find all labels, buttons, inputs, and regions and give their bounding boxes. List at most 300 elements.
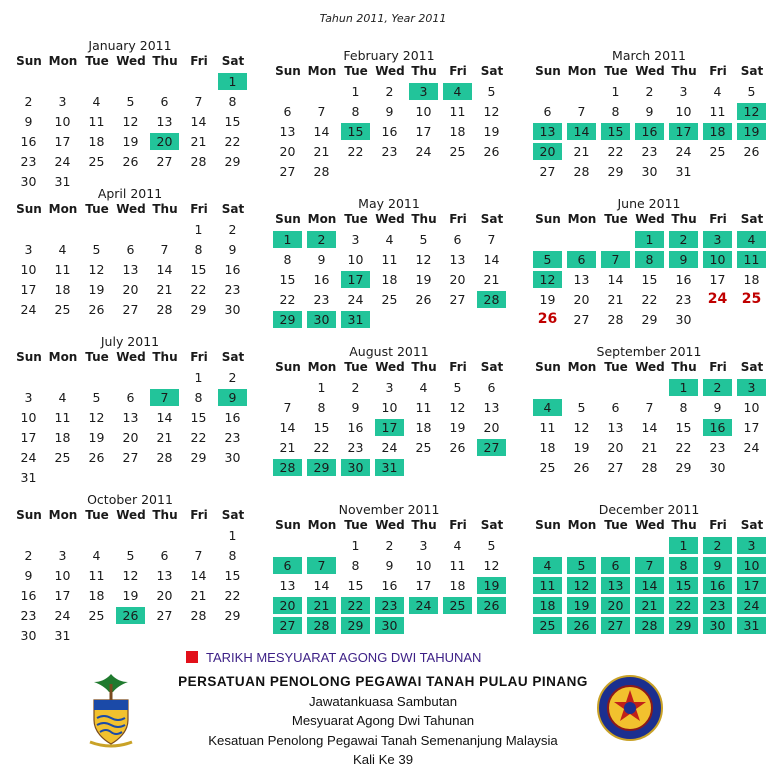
highlighted-day: 13: [601, 577, 630, 594]
day-cell: 19: [88, 430, 105, 445]
weekday-label: Thu: [152, 350, 178, 364]
highlighted-day: 1: [669, 537, 698, 554]
month-calendar: [531, 502, 766, 656]
day-cell: 23: [347, 440, 364, 455]
day-cell: 9: [385, 104, 394, 119]
day-cell: 6: [611, 400, 620, 415]
highlighted-day: 18: [703, 123, 732, 140]
highlighted-day: 19: [567, 597, 596, 614]
day-cell: 6: [160, 94, 169, 109]
highlighted-day: 26: [477, 597, 506, 614]
weekday-header: [271, 63, 507, 82]
day-cell: 26: [88, 302, 105, 317]
day-cell: 18: [539, 440, 556, 455]
month-title: May 2011: [358, 196, 420, 211]
day-cell: 2: [24, 94, 33, 109]
month-calendar: [271, 196, 507, 350]
day-cell: 16: [20, 588, 37, 603]
day-cell: 14: [313, 124, 330, 139]
day-cell: 8: [194, 390, 203, 405]
day-cell: 10: [415, 104, 432, 119]
highlighted-day: 22: [341, 597, 370, 614]
weekday-label: Mon: [307, 518, 337, 532]
day-cell: 12: [573, 420, 590, 435]
day-cell: 15: [313, 420, 330, 435]
day-cell: 25: [539, 460, 556, 475]
committee-name: Jawatankuasa Sambutan: [308, 693, 458, 709]
highlighted-day: 8: [635, 251, 664, 268]
weekday-label: Thu: [671, 64, 697, 78]
highlighted-day: 31: [737, 617, 766, 634]
day-cell: 24: [20, 450, 37, 465]
day-cell: 4: [419, 380, 428, 395]
weekday-label: Mon: [48, 508, 78, 522]
day-cell: 5: [453, 380, 462, 395]
highlighted-day: 29: [341, 617, 370, 634]
day-cell: 13: [449, 252, 466, 267]
weekday-label: Mon: [567, 518, 597, 532]
highlighted-day: 3: [409, 83, 438, 100]
day-cell: 8: [351, 104, 360, 119]
weekday-header: [271, 359, 507, 378]
highlighted-day: 14: [635, 577, 664, 594]
day-cell: 27: [607, 460, 624, 475]
day-cell: 25: [381, 292, 398, 307]
weekday-label: Mon: [307, 360, 337, 374]
weekday-label: Fri: [709, 360, 727, 374]
day-grid: [271, 82, 507, 202]
day-cell: 13: [483, 400, 500, 415]
day-cell: 10: [381, 400, 398, 415]
day-cell: 19: [449, 420, 466, 435]
weekday-label: Fri: [709, 212, 727, 226]
day-cell: 21: [279, 440, 296, 455]
weekday-label: Sun: [535, 212, 561, 226]
day-cell: 13: [279, 124, 296, 139]
day-cell: 28: [156, 450, 173, 465]
weekday-label: Wed: [635, 518, 665, 532]
day-cell: 21: [607, 292, 624, 307]
highlighted-day: 17: [669, 123, 698, 140]
highlighted-day: 2: [307, 231, 336, 248]
day-cell: 1: [228, 528, 237, 543]
month-calendar: [12, 186, 248, 340]
day-cell: 8: [317, 400, 326, 415]
day-cell: 5: [487, 538, 496, 553]
highlighted-day: 16: [635, 123, 664, 140]
weekday-header: [12, 53, 248, 72]
highlighted-day: 2: [703, 379, 732, 396]
month-title: September 2011: [596, 344, 702, 359]
day-cell: 20: [483, 420, 500, 435]
day-cell: 22: [347, 144, 364, 159]
day-cell: 29: [224, 608, 241, 623]
highlighted-day: 7: [307, 557, 336, 574]
day-cell: 27: [539, 164, 556, 179]
day-cell: 4: [92, 548, 101, 563]
highlighted-day: 7: [601, 251, 630, 268]
day-cell: 18: [449, 578, 466, 593]
meeting-date: 25: [741, 291, 762, 307]
day-cell: 26: [743, 144, 760, 159]
month-calendar: [271, 344, 507, 498]
day-cell: 15: [675, 420, 692, 435]
day-cell: 28: [156, 302, 173, 317]
highlighted-day: 1: [669, 379, 698, 396]
highlighted-day: 29: [273, 311, 302, 328]
highlighted-day: 20: [273, 597, 302, 614]
weekday-label: Sun: [275, 360, 301, 374]
month-calendar: [12, 38, 248, 192]
weekday-label: Thu: [152, 54, 178, 68]
day-cell: 3: [351, 232, 360, 247]
weekday-header: [12, 349, 248, 368]
day-cell: 8: [611, 104, 620, 119]
day-cell: 5: [92, 390, 101, 405]
weekday-label: Sat: [480, 212, 504, 226]
day-cell: 5: [92, 242, 101, 257]
month-title: April 2011: [97, 186, 163, 201]
highlighted-day: 16: [703, 577, 732, 594]
day-cell: 7: [194, 94, 203, 109]
day-cell: 20: [449, 272, 466, 287]
day-cell: 31: [54, 628, 71, 643]
day-cell: 14: [279, 420, 296, 435]
day-cell: 15: [190, 262, 207, 277]
day-cell: 23: [313, 292, 330, 307]
day-cell: 30: [709, 460, 726, 475]
day-cell: 26: [573, 460, 590, 475]
weekday-label: Tue: [604, 518, 628, 532]
meeting-name: Mesyuarat Agong Dwi Tahunan: [291, 713, 475, 728]
month-title: October 2011: [87, 492, 173, 507]
weekday-label: Mon: [567, 212, 597, 226]
highlighted-day: 30: [375, 617, 404, 634]
day-cell: 10: [675, 104, 692, 119]
edition-text: Kali Ke 39: [352, 752, 414, 767]
day-cell: 16: [20, 134, 37, 149]
day-cell: 25: [54, 450, 71, 465]
day-cell: 7: [194, 548, 203, 563]
day-grid: [531, 82, 766, 202]
month-title: November 2011: [338, 502, 440, 517]
day-cell: 26: [88, 450, 105, 465]
weekday-label: Tue: [85, 202, 109, 216]
weekday-header: [12, 507, 248, 526]
weekday-label: Sat: [221, 54, 245, 68]
weekday-label: Thu: [411, 360, 437, 374]
day-cell: 13: [573, 272, 590, 287]
highlighted-day: 11: [533, 577, 562, 594]
weekday-label: Thu: [152, 202, 178, 216]
weekday-label: Thu: [671, 212, 697, 226]
day-cell: 2: [228, 222, 237, 237]
day-cell: 27: [156, 608, 173, 623]
day-cell: 23: [224, 282, 241, 297]
weekday-label: Tue: [604, 64, 628, 78]
day-cell: 19: [539, 292, 556, 307]
day-cell: 22: [224, 588, 241, 603]
highlighted-day: 3: [703, 231, 732, 248]
day-cell: 12: [122, 114, 139, 129]
highlighted-day: 9: [669, 251, 698, 268]
weekday-label: Sun: [16, 508, 42, 522]
weekday-label: Fri: [449, 518, 467, 532]
highlighted-day: 28: [307, 617, 336, 634]
day-cell: 11: [88, 114, 105, 129]
day-cell: 1: [351, 538, 360, 553]
day-cell: 10: [743, 400, 760, 415]
weekday-label: Wed: [635, 212, 665, 226]
day-cell: 20: [607, 440, 624, 455]
day-cell: 1: [194, 222, 203, 237]
day-cell: 27: [122, 450, 139, 465]
day-cell: 19: [122, 588, 139, 603]
day-cell: 19: [483, 124, 500, 139]
highlighted-day: 12: [567, 577, 596, 594]
weekday-label: Thu: [411, 212, 437, 226]
highlighted-day: 30: [703, 617, 732, 634]
day-cell: 13: [156, 114, 173, 129]
weekday-label: Sun: [535, 518, 561, 532]
day-cell: 14: [607, 272, 624, 287]
day-cell: 2: [385, 84, 394, 99]
weekday-label: Sat: [740, 518, 764, 532]
day-cell: 7: [160, 242, 169, 257]
day-cell: 11: [449, 558, 466, 573]
day-cell: 6: [126, 390, 135, 405]
day-cell: 11: [709, 104, 726, 119]
day-cell: 30: [224, 302, 241, 317]
day-cell: 11: [415, 400, 432, 415]
day-cell: 23: [709, 440, 726, 455]
day-cell: 5: [577, 400, 586, 415]
weekday-label: Wed: [635, 360, 665, 374]
day-cell: 14: [483, 252, 500, 267]
weekday-label: Sat: [480, 360, 504, 374]
highlighted-day: 31: [341, 311, 370, 328]
weekday-header: [531, 359, 766, 378]
day-cell: 18: [54, 430, 71, 445]
month-title: December 2011: [598, 502, 700, 517]
weekday-label: Fri: [190, 350, 208, 364]
day-cell: 2: [24, 548, 33, 563]
day-cell: 21: [156, 430, 173, 445]
day-cell: 17: [54, 588, 71, 603]
day-cell: 23: [20, 608, 37, 623]
highlighted-day: 3: [737, 379, 766, 396]
weekday-header: [531, 211, 766, 230]
day-cell: 2: [228, 370, 237, 385]
day-cell: 6: [126, 242, 135, 257]
day-cell: 29: [641, 312, 658, 327]
weekday-label: Sun: [16, 54, 42, 68]
highlighted-day: 24: [409, 597, 438, 614]
day-cell: 27: [156, 154, 173, 169]
highlighted-day: 25: [443, 597, 472, 614]
day-cell: 3: [24, 242, 33, 257]
highlighted-day: 11: [737, 251, 766, 268]
weekday-label: Wed: [375, 518, 405, 532]
highlighted-day: 5: [567, 557, 596, 574]
day-cell: 5: [487, 84, 496, 99]
day-cell: 9: [713, 400, 722, 415]
day-cell: 2: [351, 380, 360, 395]
day-cell: 27: [449, 292, 466, 307]
day-cell: 3: [24, 390, 33, 405]
weekday-label: Mon: [48, 54, 78, 68]
day-cell: 28: [190, 608, 207, 623]
day-cell: 26: [483, 144, 500, 159]
highlighted-day: 28: [273, 459, 302, 476]
weekday-label: Wed: [375, 64, 405, 78]
day-cell: 12: [88, 410, 105, 425]
day-cell: 16: [313, 272, 330, 287]
weekday-label: Sun: [16, 202, 42, 216]
weekday-label: Wed: [116, 350, 146, 364]
day-grid: [531, 536, 766, 656]
day-cell: 3: [679, 84, 688, 99]
day-cell: 24: [347, 292, 364, 307]
day-cell: 21: [641, 440, 658, 455]
day-cell: 5: [419, 232, 428, 247]
highlighted-day: 14: [567, 123, 596, 140]
day-cell: 19: [122, 134, 139, 149]
month-title: January 2011: [88, 38, 172, 53]
highlighted-day: 25: [533, 617, 562, 634]
month-calendar: [271, 48, 507, 202]
day-cell: 13: [279, 578, 296, 593]
day-cell: 22: [313, 440, 330, 455]
legend-text: TARIKH MESYUARAT AGONG DWI TAHUNAN: [206, 650, 482, 665]
day-cell: 18: [88, 134, 105, 149]
highlighted-day: 9: [703, 557, 732, 574]
weekday-header: [271, 211, 507, 230]
highlighted-day: 16: [703, 419, 732, 436]
day-cell: 24: [20, 302, 37, 317]
weekday-label: Mon: [567, 64, 597, 78]
day-cell: 17: [54, 134, 71, 149]
month-title: July 2011: [100, 334, 160, 349]
highlighted-day: 29: [307, 459, 336, 476]
weekday-header: [531, 63, 766, 82]
day-cell: 17: [415, 124, 432, 139]
day-cell: 6: [543, 104, 552, 119]
day-cell: 23: [675, 292, 692, 307]
highlighted-day: 24: [737, 597, 766, 614]
day-cell: 15: [224, 568, 241, 583]
day-cell: 12: [415, 252, 432, 267]
highlighted-day: 30: [341, 459, 370, 476]
month-title: February 2011: [343, 48, 435, 63]
day-cell: 23: [20, 154, 37, 169]
day-cell: 17: [743, 420, 760, 435]
weekday-label: Fri: [709, 64, 727, 78]
weekday-label: Fri: [190, 508, 208, 522]
day-cell: 13: [122, 262, 139, 277]
day-cell: 20: [122, 282, 139, 297]
day-cell: 24: [415, 144, 432, 159]
day-grid: [531, 230, 766, 350]
day-grid: [12, 220, 248, 340]
day-cell: 28: [313, 164, 330, 179]
day-cell: 20: [122, 430, 139, 445]
highlighted-day: 26: [116, 607, 145, 624]
day-cell: 16: [224, 410, 241, 425]
weekday-label: Sun: [275, 518, 301, 532]
highlighted-day: 20: [601, 597, 630, 614]
highlighted-day: 26: [567, 617, 596, 634]
weekday-label: Tue: [344, 360, 368, 374]
highlighted-day: 28: [477, 291, 506, 308]
day-cell: 29: [607, 164, 624, 179]
day-cell: 15: [224, 114, 241, 129]
day-cell: 10: [54, 568, 71, 583]
day-cell: 15: [641, 272, 658, 287]
day-cell: 8: [228, 548, 237, 563]
highlighted-day: 20: [533, 143, 562, 160]
day-cell: 22: [190, 282, 207, 297]
highlighted-day: 19: [477, 577, 506, 594]
day-cell: 5: [126, 94, 135, 109]
day-cell: 19: [88, 282, 105, 297]
month-calendar: [531, 344, 766, 498]
highlighted-day: 12: [737, 103, 766, 120]
day-cell: 7: [577, 104, 586, 119]
weekday-label: Wed: [116, 202, 146, 216]
day-cell: 8: [679, 400, 688, 415]
highlighted-day: 13: [533, 123, 562, 140]
day-cell: 30: [20, 628, 37, 643]
day-grid: [271, 536, 507, 656]
day-cell: 1: [351, 84, 360, 99]
day-cell: 11: [381, 252, 398, 267]
weekday-label: Fri: [190, 54, 208, 68]
weekday-label: Sun: [275, 212, 301, 226]
union-name: Kesatuan Penolong Pegawai Tanah Semenanjung Malaysia: [208, 732, 558, 748]
highlighted-day: 4: [443, 83, 472, 100]
weekday-label: Fri: [449, 212, 467, 226]
day-cell: 7: [645, 400, 654, 415]
weekday-label: Sat: [221, 202, 245, 216]
day-cell: 5: [126, 548, 135, 563]
day-grid: [271, 378, 507, 498]
weekday-label: Thu: [411, 518, 437, 532]
weekday-label: Fri: [449, 360, 467, 374]
day-cell: 11: [539, 420, 556, 435]
weekday-label: Mon: [567, 360, 597, 374]
day-cell: 26: [415, 292, 432, 307]
day-cell: 30: [641, 164, 658, 179]
day-cell: 19: [415, 272, 432, 287]
weekday-label: Sun: [275, 64, 301, 78]
highlighted-day: 30: [307, 311, 336, 328]
day-cell: 9: [385, 558, 394, 573]
day-cell: 19: [573, 440, 590, 455]
day-cell: 20: [573, 292, 590, 307]
weekday-label: Tue: [85, 350, 109, 364]
day-cell: 13: [156, 568, 173, 583]
day-cell: 2: [645, 84, 654, 99]
day-cell: 17: [415, 578, 432, 593]
weekday-header: [531, 517, 766, 536]
legend-square-icon: [186, 651, 198, 663]
day-cell: 8: [351, 558, 360, 573]
day-cell: 23: [381, 144, 398, 159]
weekday-label: Sat: [221, 350, 245, 364]
highlighted-day: 2: [703, 537, 732, 554]
day-cell: 29: [675, 460, 692, 475]
